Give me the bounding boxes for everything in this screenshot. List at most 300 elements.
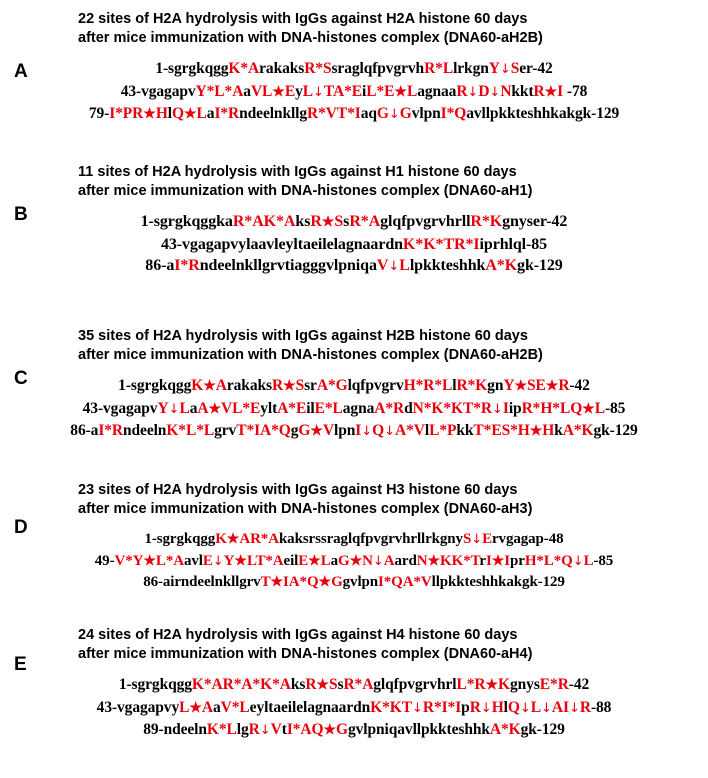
cleavage-residue: R [349, 213, 361, 230]
panel-letter-d: D [14, 517, 28, 538]
cleavage-residue: V [413, 422, 425, 439]
sequence-text: gnys [510, 676, 540, 693]
cleavage-residue: K [260, 676, 273, 693]
cleavage-residue: S [295, 377, 305, 394]
cleavage-residue: E [384, 82, 395, 100]
cleavage-residue: A [211, 676, 223, 693]
panel-a [0, 10, 708, 126]
sequence-text: ard [394, 552, 417, 569]
cleavage-residue: L [583, 552, 594, 569]
cleavage-residue: L [406, 82, 418, 100]
cleavage-residue: A [300, 721, 312, 738]
cleavage-residue: * [413, 574, 421, 590]
sequence-text: llpkkteshhkakgk-129 [431, 574, 565, 590]
cleavage-residue: N [412, 399, 424, 417]
cleavage-residue: Q [372, 422, 385, 439]
cleavage-residue: K [215, 531, 227, 547]
star-marker: ★ [203, 379, 216, 394]
cleavage-residue: * [203, 676, 212, 693]
sequence-block [0, 529, 708, 594]
cleavage-residue: I [378, 574, 384, 590]
star-marker: ★ [321, 215, 335, 230]
cleavage-residue: R [305, 676, 317, 693]
cleavage-residue: G [336, 721, 348, 738]
panel-heading-text: sites of H2A hydrolysis with IgGs against H2B histone 60 days [98, 328, 528, 344]
cleavage-residue: I [354, 105, 361, 122]
sequence-text: 86-a [70, 422, 99, 439]
cleavage-residue: R [393, 399, 405, 417]
cleavage-residue: V [420, 574, 432, 590]
cleavage-residue: G [331, 574, 343, 590]
cleavage-residue: * [415, 235, 424, 253]
sequence-text: ylt [260, 399, 278, 417]
cleavage-residue: Q [278, 422, 291, 439]
sequence-block [0, 375, 708, 443]
cleavage-residue: R [469, 698, 481, 716]
panel-heading-text: sites of H2A hydrolysis with IgGs against H3 histone 60 days [98, 482, 518, 498]
sequence-text: 1-sgrgkqgg [118, 377, 192, 394]
sequence-text: gnyser-42 [502, 213, 568, 230]
cleavage-residue: * [260, 531, 269, 547]
cleavage-residue: L [246, 552, 256, 569]
cleavage-residue: * [206, 82, 215, 100]
sequence-text: glqfpvgrvhrl [373, 676, 457, 693]
cleavage-residue: A [248, 60, 260, 77]
cleavage-residue: L [232, 399, 243, 417]
sequence-text: -42 [569, 377, 590, 394]
cleavage-residue: L [399, 257, 410, 274]
panel-d [0, 481, 708, 594]
star-marker: ★ [308, 553, 321, 569]
cleavage-residue: A [201, 698, 214, 716]
cleavage-residue: R [423, 377, 435, 394]
sequence-text: kk [456, 422, 474, 439]
cleavage-residue: R [304, 60, 316, 77]
panel-heading-text: sites of H2A hydrolysis with IgGs against H4 histone 60 days [98, 627, 518, 643]
cleavage-residue: A [374, 399, 386, 417]
star-marker: ★ [234, 553, 247, 569]
cleavage-residue: * [252, 676, 261, 693]
cleavage-residue: * [406, 422, 414, 439]
cleavage-residue: R [470, 213, 482, 230]
cleavage-residue: * [467, 377, 476, 394]
sequence-text: 86-a [145, 257, 175, 274]
cleavage-residue: * [382, 698, 390, 716]
panel-letter-c: C [14, 368, 28, 389]
sequence-text: 89-ndeeln [143, 721, 207, 738]
sequence-text: sraglqfpvgrvh [331, 60, 425, 77]
cleavage-residue: L [155, 552, 166, 569]
cleavage-residue: T [401, 698, 412, 716]
cleavage-residue: R [456, 82, 468, 100]
cleavage-residue: A [562, 422, 574, 439]
sequence-text: rakaks [226, 377, 272, 394]
cleavage-residue: * [224, 82, 233, 100]
cleavage-residue: * [318, 105, 326, 122]
cleavage-residue: I [557, 82, 564, 100]
cleavage-residue: A [283, 213, 296, 230]
cleavage-residue: G [376, 105, 389, 122]
sequence-line [0, 255, 708, 278]
cleavage-residue: R [454, 235, 466, 253]
cleavage-residue: * [423, 399, 432, 417]
sequence-text: lpkkteshhk [409, 257, 486, 274]
cleavage-residue: R [579, 698, 591, 716]
sequence-text: -78 [563, 82, 588, 100]
cleavage-residue: * [536, 552, 544, 569]
star-marker: ★ [316, 678, 329, 693]
cleavage-residue: * [439, 422, 447, 439]
cleavage-residue: R [521, 399, 533, 417]
cleavage-residue: * [415, 377, 424, 394]
sequence-text: a [330, 552, 339, 569]
arrow-marker: ↓ [568, 700, 580, 716]
sequence-text: grv [214, 422, 237, 439]
sequence-text: gn [487, 377, 504, 394]
cleavage-residue: * [473, 399, 481, 417]
sequence-line [0, 420, 708, 443]
cleavage-residue: * [344, 82, 352, 100]
cleavage-residue: L [214, 82, 225, 100]
site-count: 11 [78, 164, 94, 180]
cleavage-residue: A [215, 377, 227, 394]
cleavage-residue: A [551, 698, 564, 716]
cleavage-residue: I [504, 552, 511, 569]
cleavage-residue: * [376, 82, 385, 100]
cleavage-residue: V [325, 105, 337, 122]
sequence-text: l [310, 399, 315, 417]
star-marker: ★ [544, 84, 558, 100]
cleavage-residue: E [351, 82, 362, 100]
cleavage-residue: I [214, 105, 221, 122]
cleavage-residue: A [239, 531, 251, 547]
sequence-text: l [236, 721, 241, 738]
sequence-line [0, 234, 708, 256]
sequence-text: l [503, 698, 508, 716]
cleavage-residue: K [206, 721, 219, 738]
cleavage-residue: R [480, 399, 492, 417]
cleavage-residue: R [132, 105, 144, 122]
cleavage-residue: K [581, 422, 594, 439]
sequence-text: i [306, 399, 311, 417]
cleavage-residue: H [403, 377, 416, 394]
sequence-line [0, 572, 708, 594]
star-marker: ★ [485, 678, 499, 693]
arrow-marker: ↓ [467, 84, 479, 100]
cleavage-residue: I [440, 105, 447, 122]
cleavage-residue: P [446, 422, 457, 439]
cleavage-residue: R [533, 82, 545, 100]
cleavage-residue: S [501, 422, 511, 439]
cleavage-residue: A [279, 676, 291, 693]
cleavage-residue: N [500, 82, 512, 100]
cleavage-residue: * [104, 422, 112, 439]
cleavage-residue: A [197, 399, 209, 417]
sequence-text: lrkgn [453, 60, 489, 77]
sequence-text: agna [342, 399, 375, 417]
cleavage-residue: A [383, 552, 395, 569]
sequence-block [0, 58, 708, 126]
cleavage-residue: L [196, 105, 207, 122]
cleavage-residue: T [336, 105, 348, 122]
cleavage-residue: H [542, 422, 555, 439]
sequence-text: 79- [88, 105, 110, 122]
cleavage-residue: L [239, 698, 250, 716]
sequence-text: lqfpvgrv [347, 377, 404, 394]
sequence-text: ip [508, 399, 522, 417]
cleavage-residue: * [443, 399, 452, 417]
cleavage-residue: K [498, 676, 511, 693]
sequence-text: rvgagap-48 [492, 531, 564, 547]
cleavage-residue: E [295, 399, 307, 417]
sequence-block [0, 674, 708, 742]
panel-heading-line1 [0, 327, 708, 346]
cleavage-residue: * [465, 235, 474, 253]
cleavage-residue: V [220, 698, 232, 716]
cleavage-residue: T [323, 82, 333, 100]
cleavage-residue: L [366, 82, 377, 100]
sequence-text: kkt [511, 82, 534, 100]
cleavage-residue: L [262, 82, 273, 100]
star-marker: ★ [514, 379, 527, 394]
cleavage-residue: V [322, 422, 335, 439]
arrow-marker: ↓ [361, 424, 373, 439]
panel-heading-line2: after mice immunization with DNA-histones complex (DNA60-aH1) [78, 183, 533, 199]
sequence-line [0, 58, 708, 81]
cleavage-residue: S [334, 213, 344, 230]
cleavage-residue: A [241, 676, 253, 693]
cleavage-residue: L [456, 676, 467, 693]
cleavage-residue: A [395, 422, 407, 439]
cleavage-residue: K [504, 257, 518, 274]
cleavage-residue: * [483, 422, 492, 439]
star-marker: ★ [427, 553, 441, 569]
cleavage-residue: K [451, 399, 463, 417]
panel-heading-text: sites of H2A hydrolysis with IgGs against H2A histone 60 days [98, 11, 528, 27]
sequence-line [0, 529, 708, 551]
cleavage-residue: K [423, 235, 436, 253]
sequence-text: 1-sgrgkqgg [118, 676, 192, 693]
sequence-text: s [343, 213, 350, 230]
panel-heading-text: sites of H2A hydrolysis with IgGs against H1 histone 60 days [97, 164, 517, 180]
star-marker: ★ [491, 553, 505, 569]
cleavage-residue: A [333, 82, 345, 100]
cleavage-residue: S [322, 60, 332, 77]
cleavage-residue: * [553, 552, 562, 569]
sequence-line [0, 398, 708, 421]
cleavage-residue: V [250, 82, 263, 100]
cleavage-residue: Q [311, 721, 324, 738]
cleavage-residue: R [307, 105, 319, 122]
cleavage-residue: Y [195, 82, 207, 100]
panel-b [0, 163, 708, 278]
sequence-text: avl [183, 552, 203, 569]
star-marker: ★ [318, 575, 332, 590]
sequence-text: lpn [334, 422, 356, 439]
cleavage-residue: * [327, 377, 336, 394]
cleavage-residue: R [343, 676, 355, 693]
sequence-text: avllpkkteshhkakgk-129 [466, 105, 620, 122]
sequence-text: 1-sgrgkqggka [140, 213, 233, 230]
sequence-text: gk-129 [593, 422, 638, 439]
cleavage-residue: I [174, 257, 181, 274]
sequence-text: d [404, 399, 413, 417]
cleavage-residue: Q [391, 574, 403, 590]
cleavage-residue: * [510, 422, 518, 439]
sequence-line [0, 697, 708, 720]
sequence-text: er-42 [519, 60, 553, 77]
cleavage-residue: Y [132, 552, 144, 569]
star-marker: ★ [349, 553, 363, 569]
cleavage-residue: * [276, 213, 284, 230]
cleavage-residue: R [310, 213, 322, 230]
cleavage-residue: K [475, 377, 488, 394]
cleavage-residue: E [202, 552, 213, 569]
cleavage-residue: R [557, 676, 569, 693]
cleavage-residue: E [250, 399, 261, 417]
star-marker: ★ [582, 401, 595, 417]
cleavage-residue: E [314, 399, 325, 417]
cleavage-residue: * [292, 721, 301, 738]
cleavage-residue: * [573, 422, 582, 439]
sequence-text: ndeelnkllg [239, 105, 308, 122]
cleavage-residue: R [558, 377, 570, 394]
cleavage-residue: L [530, 698, 542, 716]
cleavage-residue: H [155, 105, 168, 122]
cleavage-residue: R [271, 377, 284, 394]
sequence-text: l [167, 105, 172, 122]
site-count: 24 [78, 627, 95, 643]
cleavage-residue: * [125, 552, 133, 569]
sequence-text: gk-129 [520, 721, 565, 738]
cleavage-residue: * [180, 257, 189, 274]
arrow-marker: ↓ [491, 401, 503, 417]
sequence-line [0, 211, 708, 234]
cleavage-residue: R [474, 676, 486, 693]
panel-letter-e: E [14, 654, 27, 675]
sequence-text: t [281, 721, 287, 738]
star-marker: ★ [226, 532, 240, 547]
star-marker: ★ [545, 379, 559, 394]
arrow-marker: ↓ [572, 553, 584, 569]
cleavage-residue: S [462, 531, 472, 547]
panel-c [0, 327, 708, 443]
sequence-line [0, 719, 708, 742]
cleavage-residue: E [482, 531, 492, 547]
cleavage-residue: K [263, 213, 277, 230]
cleavage-residue: K [431, 399, 444, 417]
cleavage-residue: A [402, 574, 414, 590]
cleavage-residue: I [563, 698, 569, 716]
star-marker: ★ [310, 424, 323, 439]
cleavage-residue: Y [223, 552, 235, 569]
sequence-text: agnaa [417, 82, 457, 100]
sequence-text: pr [510, 552, 525, 569]
sequence-text: 43-vgagapv [120, 82, 196, 100]
cleavage-residue: N [416, 552, 428, 569]
cleavage-residue: * [324, 399, 333, 417]
cleavage-residue: R [248, 721, 260, 738]
cleavage-residue: R [232, 213, 245, 230]
sequence-text: iprhlql-85 [479, 235, 548, 253]
cleavage-residue: L [594, 399, 605, 417]
cleavage-residue: * [165, 552, 174, 569]
cleavage-residue: A [485, 257, 497, 274]
cleavage-residue: T [443, 235, 455, 253]
cleavage-residue: * [246, 422, 255, 439]
cleavage-residue: * [244, 213, 253, 230]
sequence-text: r [479, 552, 486, 569]
star-marker: ★ [143, 107, 156, 122]
cleavage-residue: K [370, 698, 383, 716]
arrow-marker: ↓ [411, 700, 423, 716]
arrow-marker: ↓ [388, 107, 400, 122]
cleavage-residue: A [173, 552, 184, 569]
sequence-text: ks [295, 213, 311, 230]
star-marker: ★ [283, 379, 296, 394]
cleavage-residue: A [316, 377, 328, 394]
site-count: 22 [78, 11, 95, 27]
cleavage-residue: A [368, 213, 381, 230]
cleavage-residue: * [435, 235, 444, 253]
cleavage-residue: * [385, 399, 394, 417]
sequence-text: 43-vgagapvy [96, 698, 180, 716]
cleavage-residue: * [115, 105, 123, 122]
cleavage-residue: * [231, 698, 240, 716]
cleavage-residue: T [236, 422, 247, 439]
cleavage-residue: I [455, 698, 462, 716]
cleavage-residue: I [473, 235, 480, 253]
panel-letter-a: A [14, 61, 28, 82]
cleavage-residue: A [232, 82, 244, 100]
cleavage-residue: * [434, 377, 442, 394]
sequence-text: -88 [590, 698, 612, 716]
cleavage-residue: Q [172, 105, 184, 122]
cleavage-residue: Q [507, 698, 520, 716]
cleavage-residue: * [265, 552, 273, 569]
cleavage-residue: I [98, 422, 105, 439]
arrow-marker: ↓ [480, 700, 492, 716]
panel-heading-line2: after mice immunization with DNA-histones complex (DNA60-aH2B) [78, 347, 543, 363]
cleavage-residue: H [491, 698, 504, 716]
sequence-text: ks [290, 676, 306, 693]
cleavage-residue: * [272, 676, 280, 693]
cleavage-residue: A [288, 574, 300, 590]
cleavage-residue: L [429, 422, 440, 439]
star-marker: ★ [272, 84, 285, 100]
sequence-text: ndeeln [123, 422, 167, 439]
sequence-text: y [295, 82, 303, 100]
cleavage-residue: I [283, 574, 289, 590]
cleavage-residue: Q [306, 574, 319, 590]
cleavage-residue: K [508, 721, 521, 738]
cleavage-residue: S [328, 676, 338, 693]
sequence-text: gvlpn [342, 574, 379, 590]
cleavage-residue: I [355, 422, 362, 439]
star-marker: ★ [143, 553, 156, 569]
cleavage-residue: * [383, 574, 392, 590]
sequence-line [0, 551, 708, 573]
arrow-marker: ↓ [212, 553, 224, 569]
sequence-text: gvlpniqavllpkkteshhk [348, 721, 490, 738]
cleavage-residue: Y [157, 399, 169, 417]
star-marker: ★ [270, 575, 284, 590]
cleavage-residue: * [196, 422, 204, 439]
sequence-text: glqfpvgrvhrll [380, 213, 471, 230]
cleavage-residue: A [268, 531, 279, 547]
sequence-text: l [424, 422, 430, 439]
cleavage-residue: Y [503, 377, 515, 394]
